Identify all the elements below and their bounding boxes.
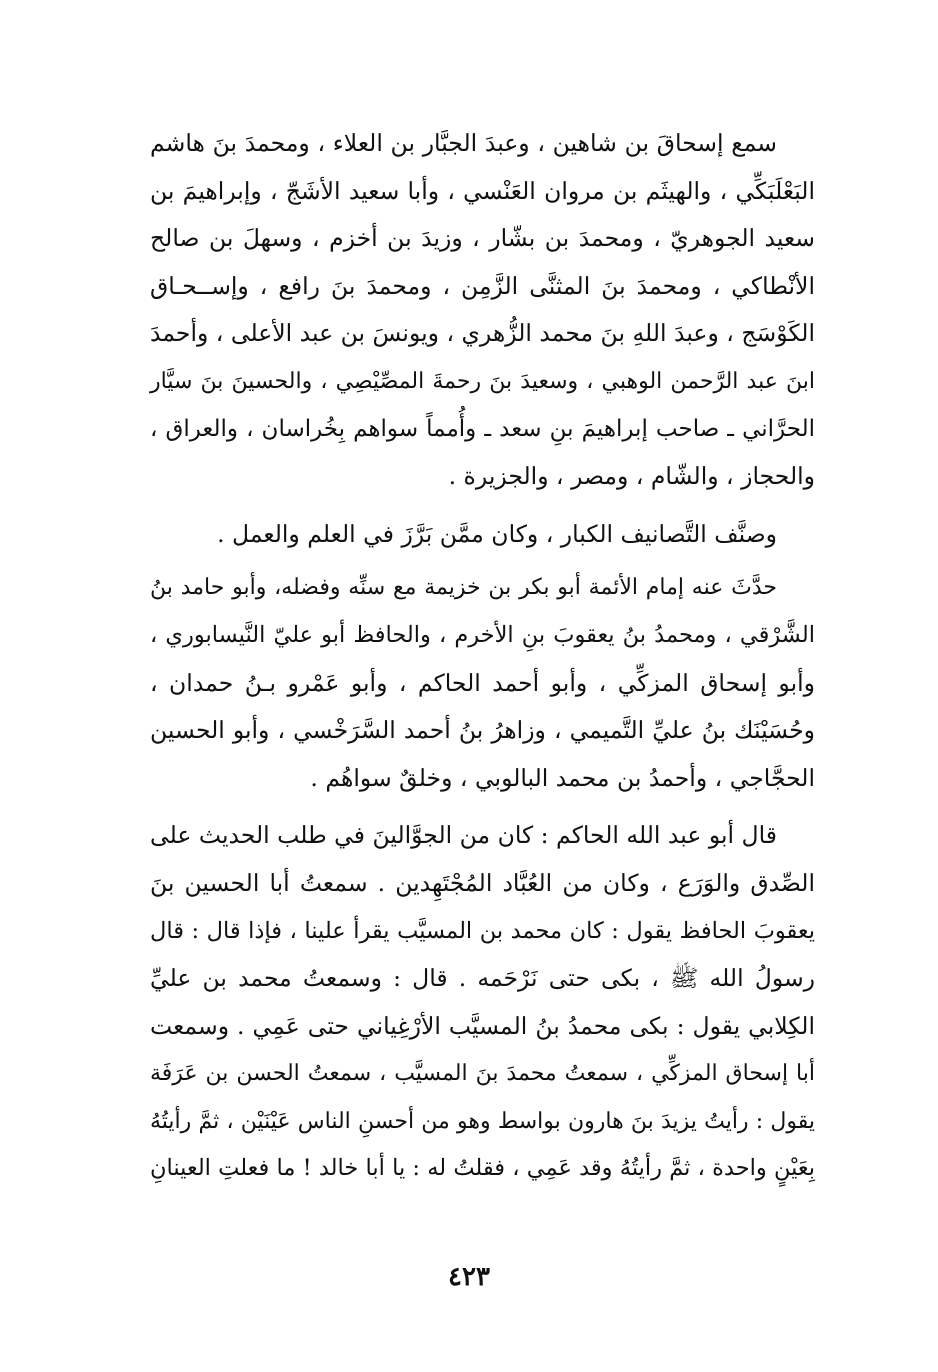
text-line: ابنَ عبد الرَّحمن الوهبي ، وسعيدَ بنَ رحمةَ المصِّيْصِي ، والحسينَ بنَ سيَّار xyxy=(150,368,815,394)
text-line: يقول : رأيتُ يزيدَ بنَ هارون بواسط وهو من أحسنِ الناس عَيْنَيْن ، ثمَّ رأيتُهُ xyxy=(150,1108,815,1134)
text-line: وأبو إسحاق المزكِّي ، وأبو أحمد الحاكم ، وأبو عَمْرو بـنُ حمدان ، xyxy=(150,668,815,697)
text-line: أبا إسحاق المزكِّي ، سمعتُ محمدَ بنَ المسيَّب ، سمعتُ الحسن بن عَرَفَة xyxy=(150,1061,815,1087)
text-line: وحُسَيْنَك بنُ عليِّ التَّميمي ، وزاهرُ بنُ أحمد السَّرَخْسي ، وأبو الحسين xyxy=(150,716,815,745)
page-number: ٤٢٣ xyxy=(448,1262,490,1292)
text-line: وصنَّف التَّصانيف الكبار ، وكان ممَّن بَرَّزَ في العلم والعمل . xyxy=(217,519,777,548)
text-line: البَعْلَبَكِّي ، والهيثَم بن مروان العَنْسي ، وأبا سعيد الأشَجّ ، وإبراهيمَ بن xyxy=(150,176,815,205)
text-line: بِعَيْنٍ واحدة ، ثمَّ رأيتُهُ وقد عَمِي ، فقلتُ له : يا أبا خالد ! ما فعلتِ العينانِ xyxy=(150,1155,815,1182)
text-line: يعقوبَ الحافظ يقول : كان محمد بن المسيَّب يقرأ علينا ، فإذا قال : قال xyxy=(150,917,815,944)
text-line: الحرَّاني ـ صاحب إبراهيمَ بنِ سعد ـ وأُمماً سواهم بِخُراسان ، والعراق ، xyxy=(150,415,815,442)
text-line: سعيد الجوهريّ ، ومحمدَ بن بشّار ، وزيدَ بن أخزم ، وسهلَ بن صالح xyxy=(150,224,815,253)
text-line: الكَوْسَج ، وعبدَ اللهِ بنَ محمد الزُّهري ، ويونسَ بن عبد الأعلى ، وأحمدَ xyxy=(150,319,815,348)
paragraph-works xyxy=(150,511,815,559)
text-line: قال أبو عبد الله الحاكم : كان من الجوَّالينَ في طلب الحديث على xyxy=(150,821,777,850)
text-line: الأنْطاكي ، ومحمدَ بنَ المثنَّى الزَّمِن ، ومحمدَ بنَ رافع ، وإســحـاق xyxy=(150,271,815,300)
text-line: حدَّثَ عنه إمام الأئمة أبو بكر بن خزيمة مع سنِّه وفضله، وأبو حامد بنُ xyxy=(150,575,777,601)
text-line: الكِلابي يقول : بكى محمدُ بنُ المسيَّب الأرْغِياني حتى عَمِي . وسمعت xyxy=(150,1011,815,1040)
text-line: رسولُ الله ﷺ ، بكى حتى نَرْحَمه . قال : وسمعتُ محمد بن عليِّ xyxy=(150,964,815,993)
paragraph-teachers xyxy=(150,120,815,501)
text-line: الصِّدق والوَرَع ، وكان من العُبَّاد المُجْتَهِدين . سمعتُ أبا الحسين بنَ xyxy=(150,868,815,897)
text-line: سمع إسحاقَ بن شاهين ، وعبدَ الجبَّار بن العلاء ، ومحمدَ بنَ هاشم xyxy=(150,129,777,157)
paragraph-students xyxy=(150,564,815,802)
paragraph-hakim-quote xyxy=(150,812,815,1193)
text-line: الشَّرْقي ، ومحمدُ بنُ يعقوبَ بنِ الأخرم ، والحافظ أبو عليّ النَّيسابوري ، xyxy=(150,621,815,648)
text-line: الحجَّاجي ، وأحمدُ بن محمد البالوبي ، وخلقٌ سواهُم . xyxy=(310,763,815,792)
text-line: والحجاز ، والشّام ، ومصر ، والجزيرة . xyxy=(448,462,815,491)
page-body xyxy=(150,120,815,1193)
